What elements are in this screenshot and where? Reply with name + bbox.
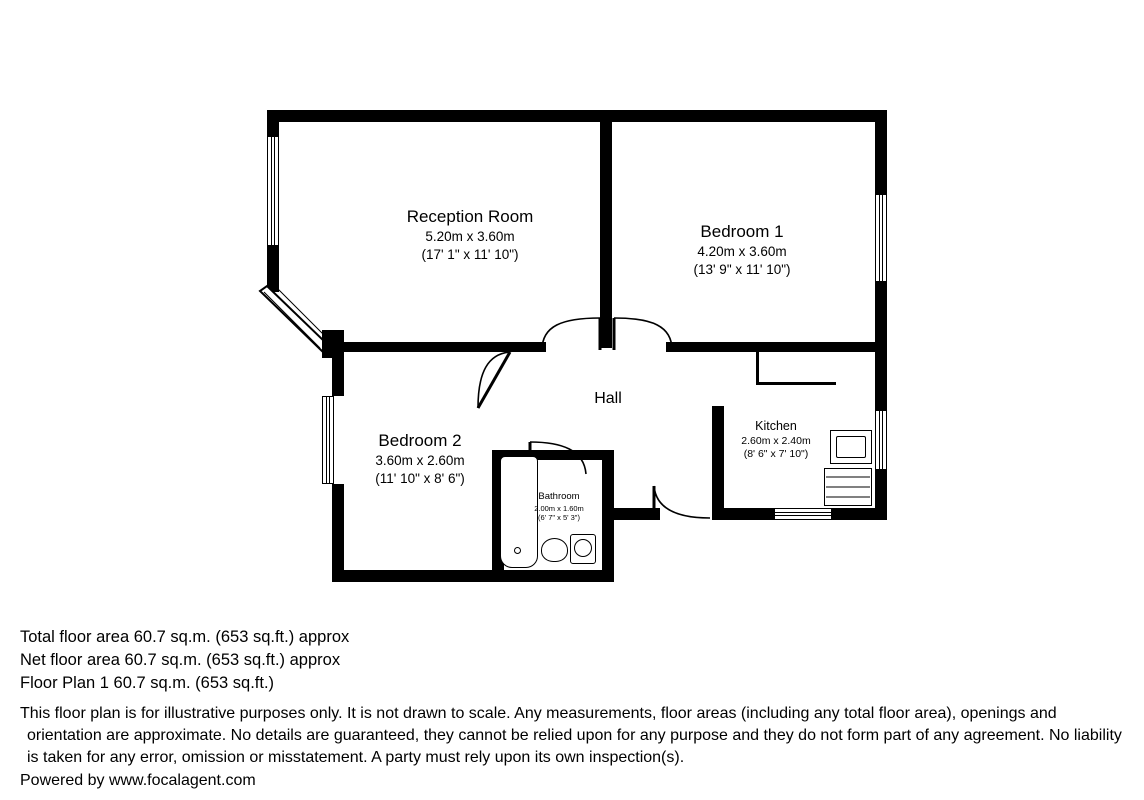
wall-left-hall-upper <box>332 346 344 396</box>
wall-bottom-left <box>332 570 614 582</box>
room-label-bedroom-1 <box>602 221 882 279</box>
wall-kitchen-top <box>756 382 836 385</box>
wall-left-bedroom2-lower <box>332 484 344 582</box>
floor-plan-footer <box>20 626 1124 792</box>
room-dimensions-metric: 3.60m x 2.60m <box>375 453 465 469</box>
room-dimensions-imperial: (11' 10" x 8' 6") <box>375 471 465 487</box>
room-dimensions-imperial: (17' 1" x 11' 10") <box>421 247 519 263</box>
room-name: Bedroom 1 <box>700 222 784 241</box>
wall-left-upper <box>267 110 279 136</box>
window-kitchen-bottom <box>774 508 832 520</box>
door-bedroom2-to-hall <box>474 350 518 412</box>
room-dimensions-metric: 4.20m x 3.60m <box>697 244 787 260</box>
room-name: Hall <box>594 390 622 407</box>
floor-plan-area-text: Floor Plan 1 60.7 sq.m. (653 sq.ft.) <box>20 673 275 692</box>
room-name: Reception Room <box>406 207 534 226</box>
wall-right-top <box>875 110 887 194</box>
wall-hall-top-right <box>666 342 876 352</box>
room-label-bedroom-2 <box>300 430 540 488</box>
toilet-fixture <box>541 538 568 562</box>
window-reception-left <box>267 136 279 246</box>
wall-right-middle <box>875 282 887 410</box>
room-label-bathroom <box>500 491 618 523</box>
kitchen-hob-rings-icon <box>824 468 872 506</box>
room-dimensions-imperial: (6' 7" x 5' 3") <box>538 513 580 523</box>
wall-right-bottom <box>875 470 887 520</box>
room-name: Bedroom 2 <box>378 431 462 450</box>
room-dimensions-metric: 2.60m x 2.40m <box>741 434 811 447</box>
door-bedroom1-to-hall <box>610 316 674 352</box>
disclaimer-text: This floor plan is for illustrative purposes only. It is not drawn to scale. Any measurements, floor areas (including any total floor area), openings and orientation are approximate. No details are guaranteed, they cannot be relied upon for any purpose and they do not form part of any agreement. No liability is taken for any error, omission or misstatement. A party must rely upon its own inspection(s). <box>20 705 1122 767</box>
room-dimensions-imperial: (13' 9" x 11' 10") <box>693 262 791 278</box>
bath-drain-icon <box>514 547 521 554</box>
room-name: Bathroom <box>538 491 580 502</box>
powered-by-text: Powered by www.focalagent.com <box>20 771 256 789</box>
door-kitchen <box>648 484 714 524</box>
room-label-reception-room <box>320 206 620 264</box>
room-label-kitchen <box>706 418 846 462</box>
door-reception-to-hall <box>540 316 606 352</box>
washbasin-bowl-icon <box>574 539 592 557</box>
room-name: Kitchen <box>755 419 797 433</box>
window-kitchen-right <box>875 410 887 470</box>
room-label-hall <box>552 388 664 409</box>
wall-kitchen-left-upper <box>756 352 759 384</box>
wall-top <box>267 110 887 122</box>
room-dimensions-metric: 2.00m x 1.60m <box>534 503 584 513</box>
room-dimensions-metric: 5.20m x 3.60m <box>425 229 515 245</box>
total-floor-area-text: Total floor area 60.7 sq.m. (653 sq.ft.) approx <box>20 628 350 646</box>
room-dimensions-imperial: (8' 6" x 7' 10") <box>743 448 809 461</box>
net-floor-area-text: Net floor area 60.7 sq.m. (653 sq.ft.) approx <box>20 650 341 669</box>
